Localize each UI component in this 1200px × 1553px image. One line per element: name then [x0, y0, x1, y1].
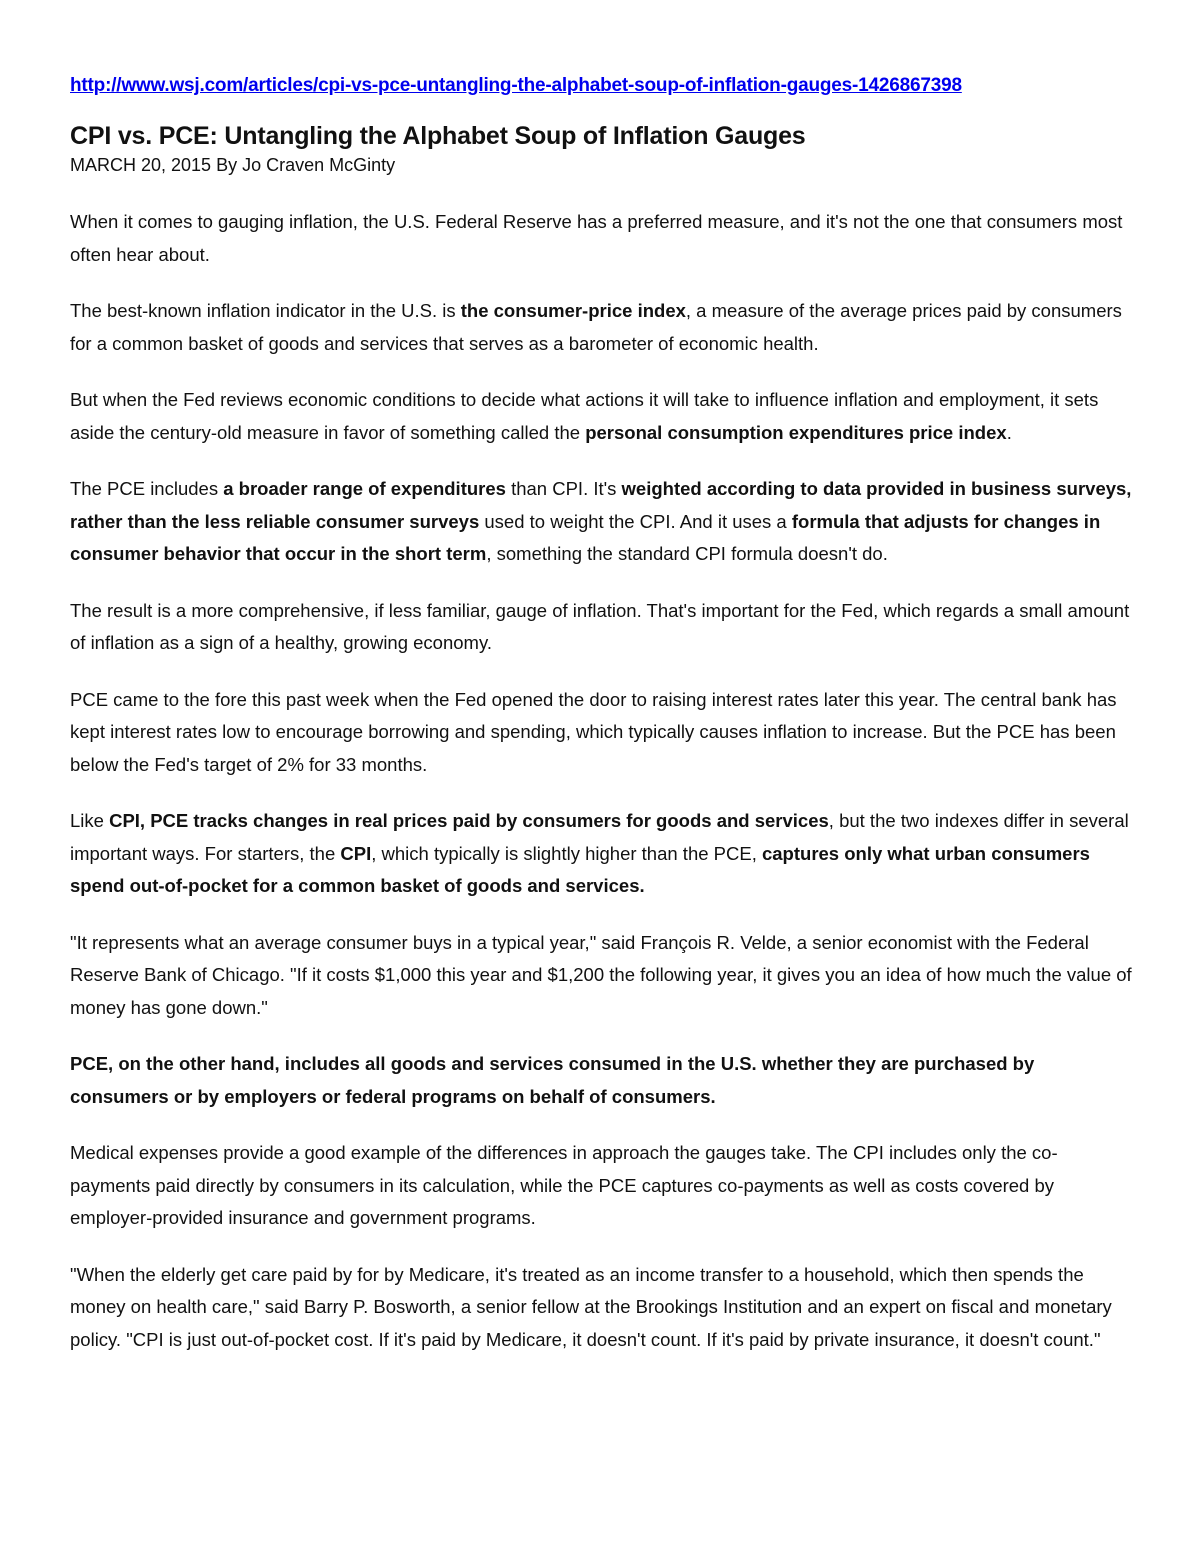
bold-text-run: a broader range of expenditures [223, 478, 506, 499]
bold-text-run: captures only what urban consumers spend out-of-pocket for a common basket of goods and services. [70, 842, 1090, 896]
text-run: The result is a more comprehensive, if less familiar, gauge of inflation. That's important for the Fed, which regards a small amount of inflation as a sign of a healthy, growing economy. [70, 599, 1130, 653]
bold-text-run: CPI [340, 842, 372, 864]
bold-text-run: the consumer-price index [460, 300, 686, 321]
article-paragraph [70, 805, 1135, 903]
article-paragraph [70, 927, 1135, 1025]
text-run: , but the two indexes differ in several important ways. For starters, the [70, 810, 1129, 864]
text-run: But when the Fed reviews economic conditions to decide what actions it will take to influence inflation and employment, it sets aside the century-old measure in favor of something called the [70, 389, 1099, 443]
article-paragraph [70, 595, 1135, 660]
text-run: , a measure of the average prices paid by consumers for a common basket of goods and services that serves as a barometer of economic health. [70, 300, 1122, 354]
bold-text-run: weighted according to data provided in business surveys, rather than the less reliable consumer surveys [70, 478, 1132, 532]
text-run: The PCE includes [70, 478, 224, 499]
article-paragraph [70, 1048, 1135, 1113]
article-paragraph [70, 1137, 1135, 1235]
article-paragraph [70, 1259, 1135, 1357]
bold-text-run: CPI, PCE tracks changes in real prices paid by consumers for goods and services [109, 810, 829, 831]
article-body [70, 206, 1135, 1356]
source-url-link[interactable]: http://www.wsj.com/articles/cpi-vs-pce-untangling-the-alphabet-soup-of-inflation-gauges-1426867398 [70, 75, 962, 96]
text-run: , which typically is slightly higher than the PCE, [371, 842, 762, 864]
text-run: When it comes to gauging inflation, the U.S. Federal Reserve has a preferred measure, and it's not the one that consumers most often hear about. [70, 211, 1123, 265]
text-run: The best-known inflation indicator in the U.S. is [70, 300, 461, 321]
text-run: Like [70, 810, 110, 831]
text-run: , something the standard CPI formula doesn't do. [486, 543, 888, 564]
article-title: CPI vs. PCE: Untangling the Alphabet Soup of Inflation Gauges [70, 122, 806, 150]
text-run: "It represents what an average consumer buys in a typical year," said François R. Velde, a senior economist with the Federal Reserve Bank of Chicago. "If it costs $1,000 this year and $1,200 the following year, it gives you an idea of how much the value of money has gone down." [70, 931, 1132, 1018]
text-run: "When the elderly get care paid by for by Medicare, it's treated as an income transfer to a household, which then spends the money on health care," said Barry P. Bosworth, a senior fellow at the Brookings Institution and an expert on fiscal and monetary policy. "CPI is just out-of-pocket cost. If it's paid by Medicare, it doesn't count. If it's paid by private insurance, it doesn't count." [70, 1263, 1112, 1350]
text-run: used to weight the CPI. And it uses a [479, 510, 792, 532]
bold-text-run: personal consumption expenditures price index [585, 421, 1007, 443]
text-run: than CPI. It's [505, 478, 622, 499]
text-run: PCE came to the fore this past week when the Fed opened the door to raising interest rates later this year. The central bank has kept interest rates low to encourage borrowing and spending, which typically causes inflation to increase. But the PCE has been below the Fed's target of 2% for 33 months. [70, 688, 1117, 775]
bold-text-run: PCE, on the other hand, includes all goods and services consumed in the U.S. whether they are purchased by consumers or by employers or federal programs on behalf of consumers. [70, 1053, 1035, 1107]
article-paragraph [70, 295, 1135, 360]
article-page [70, 70, 1135, 1380]
article-paragraph [70, 206, 1135, 271]
article-paragraph [70, 684, 1135, 782]
article-byline: MARCH 20, 2015 By Jo Craven McGinty [70, 155, 396, 175]
article-paragraph [70, 473, 1135, 571]
text-run: Medical expenses provide a good example of the differences in approach the gauges take. The CPI includes only the co-payments paid directly by consumers in its calculation, while the PCE captures co-payments as well as costs covered by employer-provided insurance and government programs. [70, 1142, 1058, 1228]
bold-text-run: formula that adjusts for changes in consumer behavior that occur in the short term [70, 510, 1101, 564]
article-paragraph [70, 384, 1135, 449]
text-run: . [1006, 421, 1012, 443]
